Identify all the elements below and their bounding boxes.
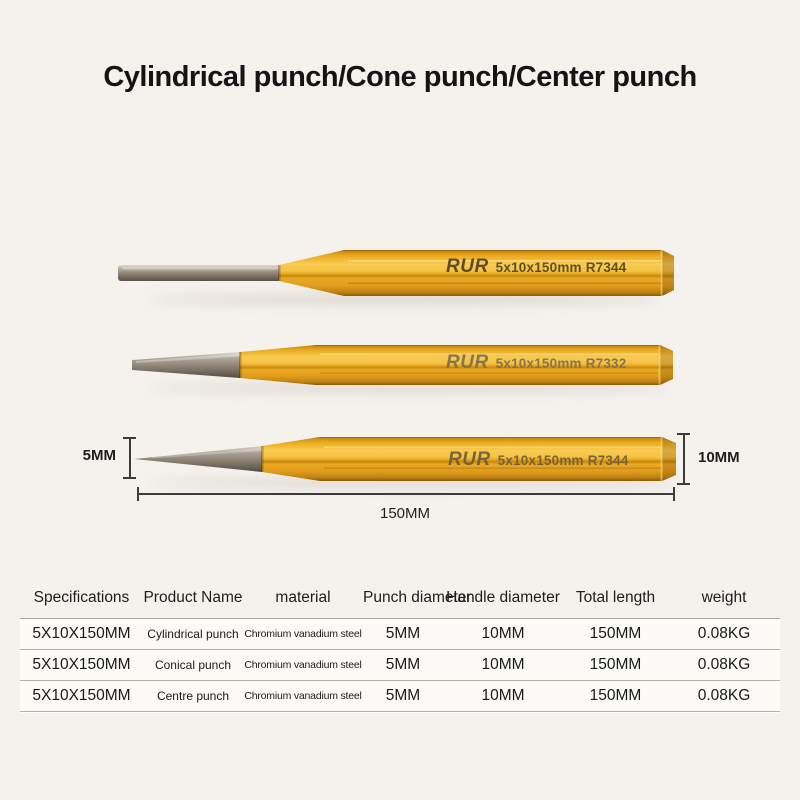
table-cell: Chromium vanadium steel [244, 690, 362, 702]
gold-taper [240, 345, 316, 385]
handle-diameter-label: 10MM [698, 449, 740, 466]
gold-taper [279, 250, 344, 296]
table-cell: 0.08KG [697, 656, 751, 673]
page-title: Cylindrical punch/Cone punch/Center punch [103, 61, 697, 93]
spec-table-header [20, 577, 780, 619]
header-material: material [275, 588, 331, 606]
table-cell: 150MM [589, 625, 642, 642]
table-row [20, 619, 780, 650]
table-cell: 10MM [481, 687, 525, 704]
handle-end-chamfer [660, 345, 673, 385]
tip-diameter-label: 5MM [82, 447, 116, 464]
table-cell: 5MM [385, 625, 421, 642]
hex-handle [320, 437, 676, 481]
header-handle-diameter: Handle diameter [446, 588, 560, 606]
header-total-length: Total length [575, 588, 656, 606]
conical-punch-photo [130, 343, 678, 387]
spec-table [20, 577, 780, 712]
brand-logo: RUR [446, 256, 489, 277]
table-cell: 150MM [589, 687, 642, 704]
handle-end-chamfer [662, 250, 674, 296]
tip-diameter-bracket [123, 437, 136, 479]
table-cell: 5MM [385, 656, 421, 673]
table-cell: 10MM [481, 656, 525, 673]
total-length-label: 150MM [379, 505, 431, 522]
table-cell: 5X10X150MM [32, 687, 131, 704]
table-cell: Centre punch [156, 689, 230, 703]
brand-logo: RUR [446, 352, 489, 373]
table-row [20, 681, 780, 712]
header-punch-diameter: Punch diameter [363, 588, 472, 606]
table-cell: 10MM [481, 625, 525, 642]
table-row [20, 650, 780, 681]
table-cell: 0.08KG [697, 687, 751, 704]
header-specifications: Specifications [33, 588, 130, 606]
gold-taper [262, 437, 320, 481]
header-weight: weight [701, 588, 747, 606]
brand-logo: RUR [448, 449, 491, 470]
center-punch-photo [130, 435, 682, 483]
handle-end-chamfer [662, 437, 676, 481]
header-product-name: Product Name [143, 588, 243, 606]
table-cell: Chromium vanadium steel [244, 628, 362, 640]
table-cell: 5MM [385, 687, 421, 704]
hex-handle [344, 250, 674, 296]
table-cell: Chromium vanadium steel [244, 659, 362, 671]
table-cell: Conical punch [154, 658, 232, 672]
table-cell: 5X10X150MM [32, 625, 131, 642]
table-cell: 5X10X150MM [32, 656, 131, 673]
handle-diameter-bracket [677, 433, 690, 485]
table-cell: 150MM [589, 656, 642, 673]
punch-marking: 5x10x150mm R7344 [495, 259, 627, 275]
table-cell: 0.08KG [697, 625, 751, 642]
table-cell: Cylindrical punch [147, 627, 239, 641]
total-length-line [137, 493, 675, 495]
hex-handle [316, 345, 673, 385]
cylindrical-punch-photo [116, 247, 676, 299]
punch-marking: 5x10x150mm R7344 [497, 452, 629, 468]
punch-marking: 5x10x150mm R7332 [495, 355, 627, 371]
